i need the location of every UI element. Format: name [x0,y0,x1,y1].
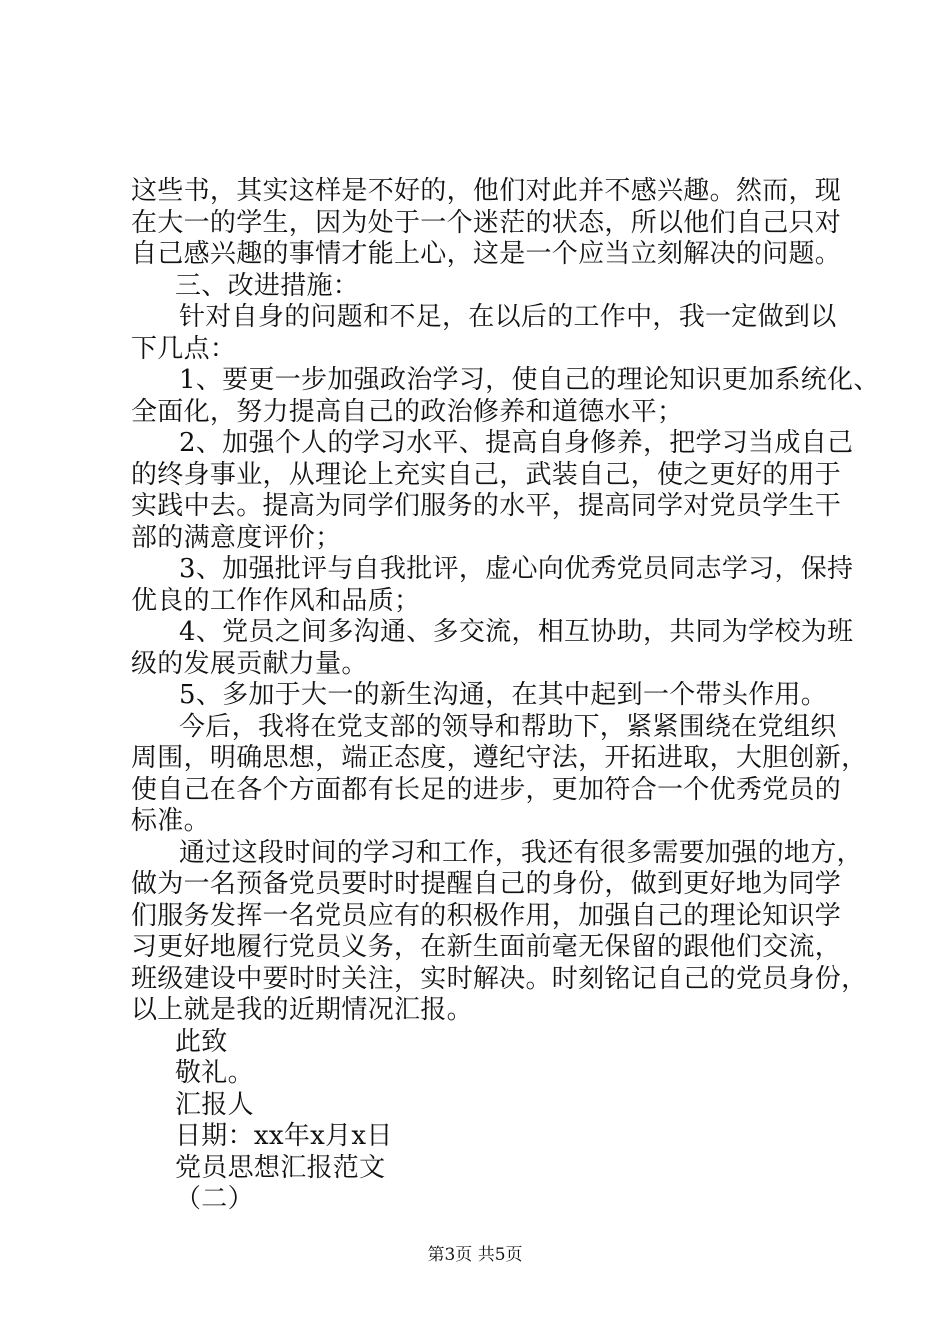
body-line: 今后，我将在党支部的领导和帮助下，紧紧围绕在党组织 [179,711,837,742]
body-line: 班级建设中要时时关注，实时解决。时刻铭记自己的党员身份， [131,963,868,994]
list-item-line: 优良的工作作风和品质； [131,585,421,616]
list-item-line: 部的满意度评价； [131,522,342,553]
closing-line: 敬礼。 [175,1058,254,1088]
document-body [131,176,880,1216]
list-item-line: 级的发展贡献力量。 [131,648,368,679]
body-line: 使自己在各个方面都有长足的进步，更加符合一个优秀党员的 [131,774,842,805]
closing-line: 此致 [175,1026,228,1057]
page-number: 第3页 共5页 [427,1245,523,1265]
list-item-line: 全面化，努力提高自己的政治修养和道德水平； [131,396,684,427]
list-item-line: 1、要更一步加强政治学习，使自己的理论知识更加系统化、 [179,365,880,395]
body-line: 周围，明确思想，端正态度，遵纪守法，开拓进取，大胆创新， [131,743,868,773]
body-line: 通过这段时间的学习和工作，我还有很多需要加强的地方， [179,837,863,868]
list-item-line: 实践中去。提高为同学们服务的水平，提高同学对党员学生干 [131,491,842,521]
next-title-line: 党员思想汇报范文 [175,1152,386,1183]
list-item-line: 4、党员之间多沟通、多交流，相互协助，共同为学校为班 [179,617,854,647]
list-item-line: 3、加强批评与自我批评，虚心向优秀党员同志学习，保持 [179,554,854,584]
body-line: 标准。 [131,806,210,836]
body-line: 做为一名预备党员要时时提醒自己的身份，做到更好地为同学 [131,869,842,899]
next-subtitle-line: （二） [175,1184,254,1214]
body-line: 习更好地履行党员义务，在新生面前毫无保留的跟他们交流， [131,932,842,962]
page-footer [0,1244,950,1266]
list-item-line: 的终身事业，从理论上充实自己，武装自己，使之更好的用于 [131,459,842,490]
date-line: 日期：xx年x月x日 [175,1121,393,1151]
section-heading: 三、改进措施： [175,270,360,301]
body-line: 这些书，其实这样是不好的，他们对此并不感兴趣。然而，现 [131,176,842,206]
body-line: 自己感兴趣的事情才能上心，这是一个应当立刻解决的问题。 [131,239,842,269]
body-line: 们服务发挥一名党员应有的积极作用，加强自己的理论知识学 [131,900,842,931]
list-item-line: 2、加强个人的学习水平、提高自身修养，把学习当成自己 [179,428,854,458]
signature-line: 汇报人 [175,1089,254,1120]
body-line: 针对自身的问题和不足，在以后的工作中，我一定做到以 [179,302,837,332]
body-line: 在大一的学生，因为处于一个迷茫的状态，所以他们自己只对 [131,207,842,238]
list-item-line: 5、多加于大一的新生沟通，在其中起到一个带头作用。 [179,680,828,710]
body-line: 以上就是我的近期情况汇报。 [131,995,473,1025]
body-line: 下几点： [131,333,237,364]
